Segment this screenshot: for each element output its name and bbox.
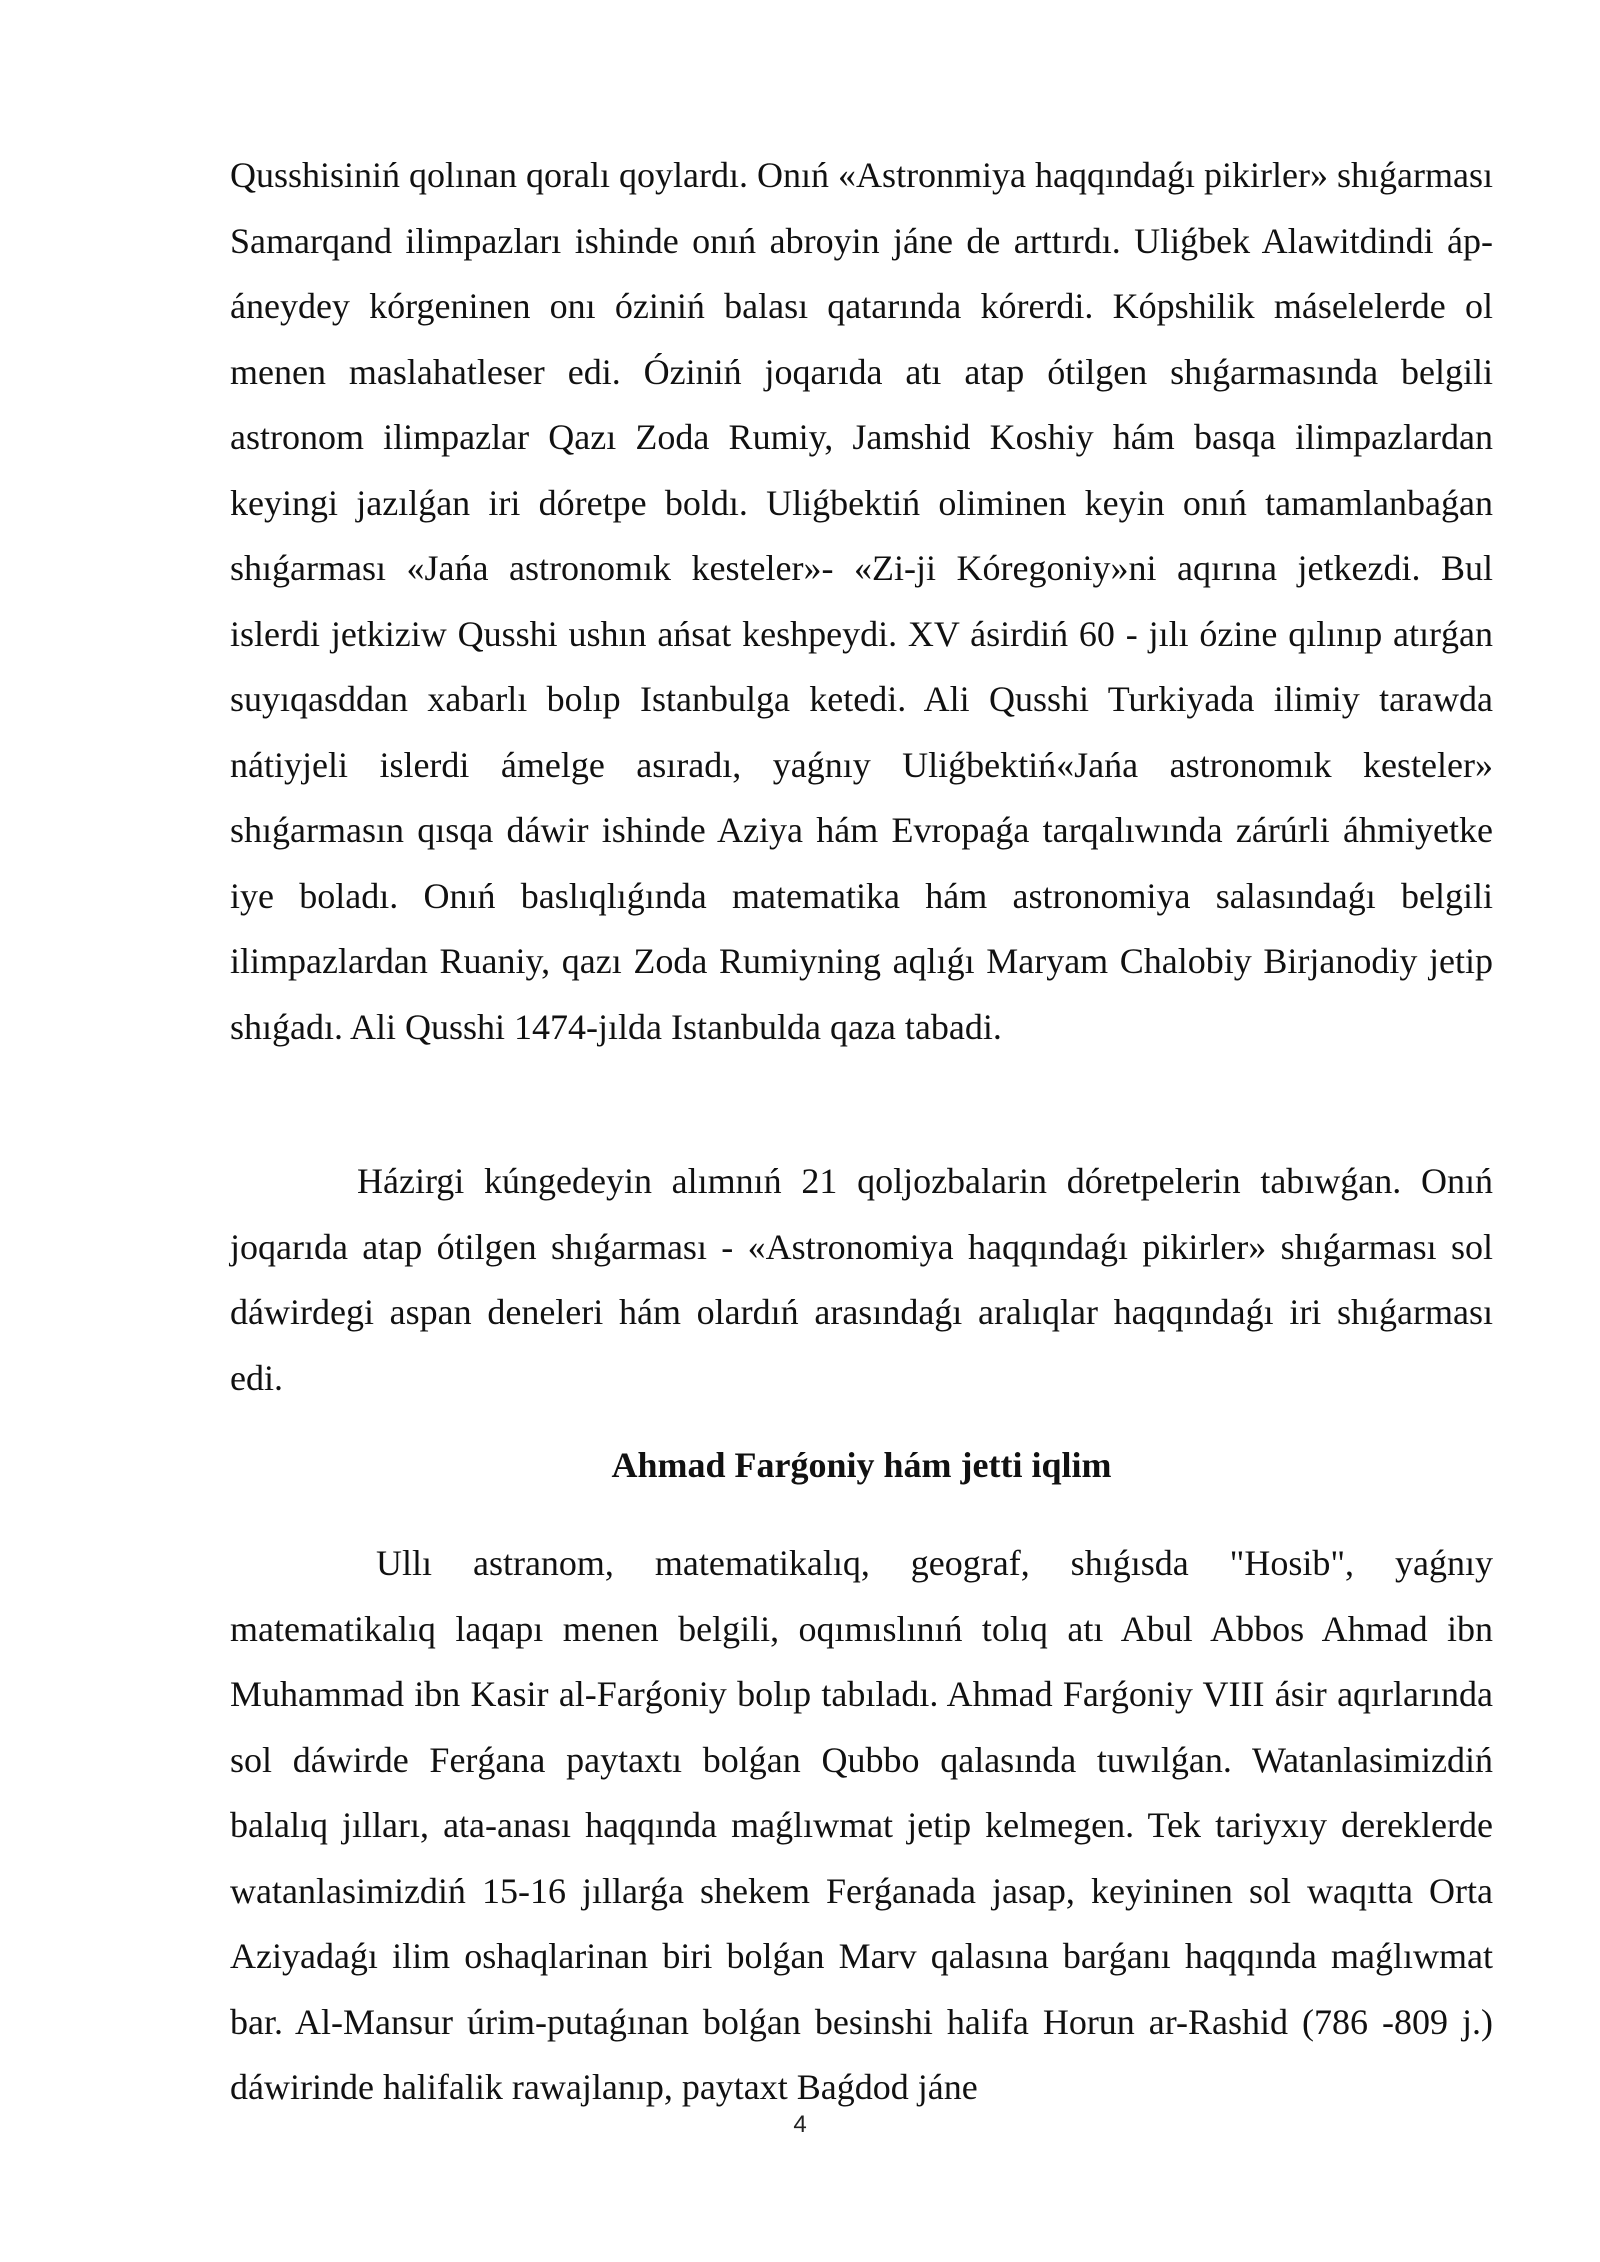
page-number: 4: [793, 2111, 807, 2138]
paragraph-manuscripts: Házirgi kúngedeyin alımnıń 21 qoljozbalarin dóretpelerin tabıwǵan. Onıń joqarıda atap ótilgen shıǵarması - «Astronomiya haqqındaǵı pikirler» shıǵarması sol dáwirdegi aspan deneleri hám olardıń arasındaǵı aralıqlar haqqındaǵı iri shıǵarması edi.: [230, 1161, 1493, 1398]
paragraph-ali-qusshi: Qusshisiniń qolınan qoralı qoylardı. Onıń «Astronmiya haqqındaǵı pikirler» shıǵarması Samarqand ilimpazları ishinde onıń abroyin jáne de arttırdı. Uliǵbek Alawitdindi áp-áneydey kórgeninen onı óziniń balası qatarında kórerdi. Kópshilik máselelerde ol menen maslahatleser edi. Óziniń joqarıda atı atap ótilgen shıǵarmasında belgili astronom ilimpazlar Qazı Zoda Rumiy, Jamshid Koshiy hám basqa ilimpazlardan keyingi jazılǵan iri dóretpe boldı. Uliǵbektiń oliminen keyin onıń tamamlanbaǵan shıǵarması «Jańa astronomık kesteler»- «Zi-ji Kóregoniy»ni aqırına jetkezdi. Bul islerdi jetkiziw Qusshi ushın ańsat keshpeydi. XV ásirdiń 60 - jılı ózine qılınıp atırǵan suyıqasddan xabarlı bolıp Istanbulga ketedi. Ali Qusshi Turkiyada ilimiy tarawda nátiyjeli islerdi ámelge asıradı, yaǵnıy Uliǵbektiń«Jańa astronomık kesteler» shıǵarmasın qısqa dáwir ishinde Aziya hám Evropaǵa tarqalıwında zárúrli áhmiyetke iye boladı. Onıń baslıqlıǵında matematika hám astronomiya salasındaǵı belgili ilimpazlardan Ruaniy, qazı Zoda Rumiyning aqlıǵı Maryam Chalobiy Birjanodiy jetip shıǵadı. Ali Qusshi 1474-jılda Istanbulda qaza tabadi.: [230, 155, 1493, 1047]
paragraph-ahmad-fargoniy: Ullı astranom, matematikalıq, geograf, shıǵısda "Hosib", yaǵnıy matematikalıq laqapı menen belgili, oqımıslınıń tolıq atı Abul Abbos Ahmad ibn Muhammad ibn Kasir al-Farǵoniy bolıp tabıladı. Ahmad Farǵoniy VIII ásir aqırlarında sol dáwirde Ferǵana paytaxtı bolǵan Qubbo qalasında tuwılǵan. Watanlasimizdiń balalıq jılları, ata-anası haqqında maǵlıwmat jetip kelmegen. Tek tariyxıy dereklerde watanlasimizdiń 15-16 jıllarǵa shekem Ferǵanada jasap, keyininen sol waqıtta Orta Aziyadaǵı ilim oshaqlarinan biri bolǵan Marv qalasına barǵanı haqqında maǵlıwmat bar. Al-Mansur úrim-putaǵınan bolǵan besinshi halifa Horun ar-Rashid (786 -809 j.) dáwirinde halifalik rawajlanıp, paytaxt Baǵdod jáne: [230, 1543, 1493, 2107]
section-heading: Ahmad Farǵoniy hám jetti iqlim: [611, 1445, 1112, 1485]
